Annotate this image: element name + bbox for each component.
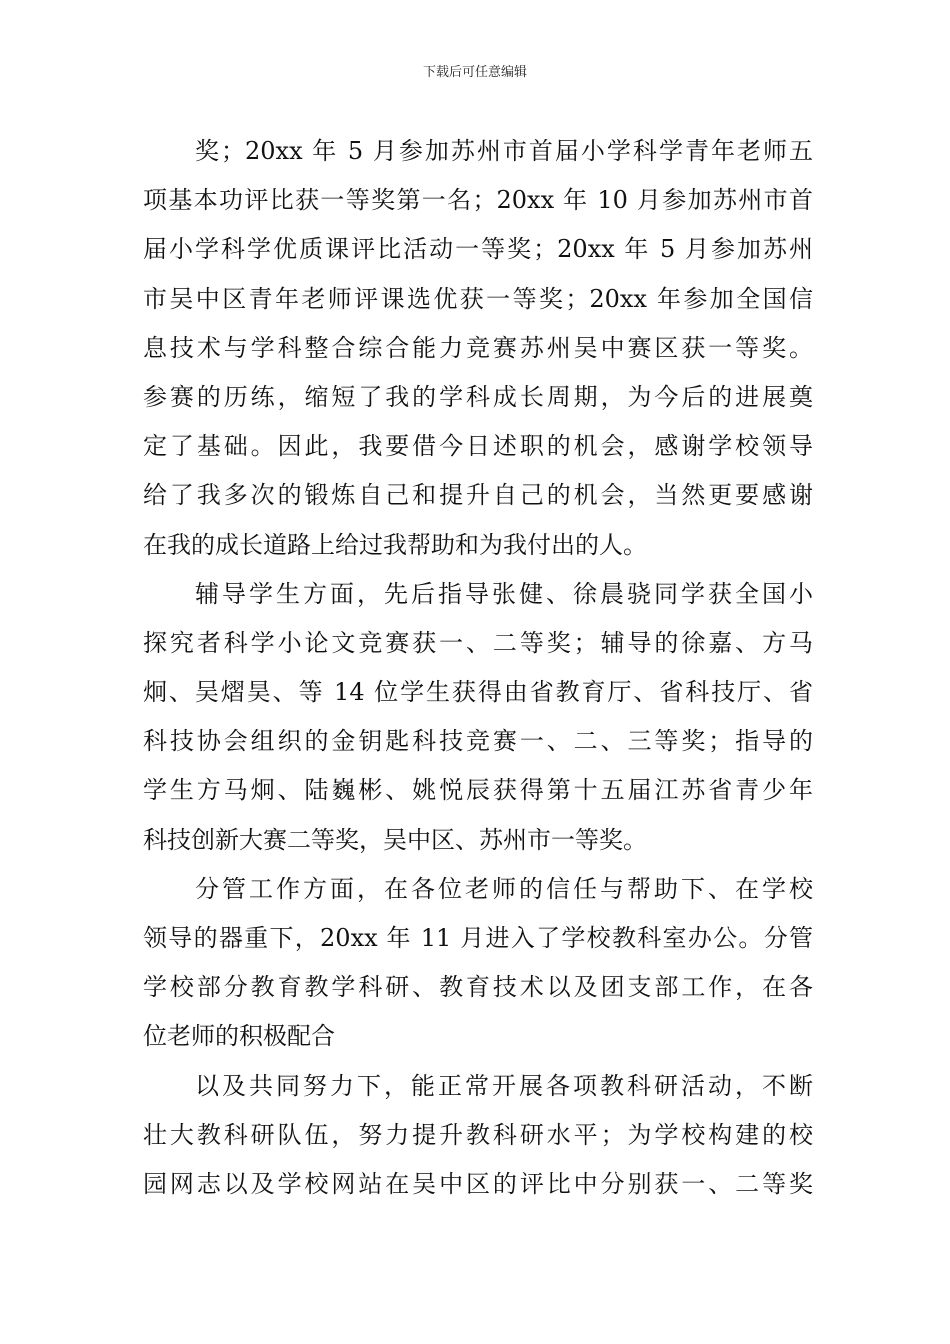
text-line: 学生方马炯、陆巍彬、姚悦辰获得第十五届江苏省青少年: [143, 776, 813, 805]
text-line: 科技创新大赛二等奖，吴中区、苏州市一等奖。: [143, 825, 647, 854]
text-line: 定了基础。因此，我要借今日述职的机会，感谢学校领导: [143, 432, 813, 461]
text-line: 奖；20xx 年 5 月参加苏州市首届小学科学青年老师五: [195, 137, 813, 165]
text-line: 在我的成长道路上给过我帮助和为我付出的人。: [143, 530, 647, 559]
text-line: 学校部分教育教学科研、教育技术以及团支部工作，在各: [143, 973, 813, 1002]
text-line: 壮大教科研队伍，努力提升教科研水平；为学校构建的校: [143, 1120, 813, 1149]
text-line: 参赛的历练，缩短了我的学科成长周期，为今后的进展奠: [143, 382, 813, 411]
text-line: 项基本功评比获一等奖第一名；20xx 年 10 月参加苏州市首: [143, 186, 813, 215]
text-line: 以及共同努力下，能正常开展各项教科研活动，不断: [195, 1071, 813, 1100]
text-line: 园网志以及学校网站在吴中区的评比中分别获一、二等奖: [143, 1169, 813, 1198]
text-line: 领导的器重下，20xx 年 11 月进入了学校教科室办公。分管: [143, 924, 813, 952]
text-line: 科技协会组织的金钥匙科技竞赛一、二、三等奖；指导的: [143, 727, 813, 756]
text-line: 位老师的积极配合: [143, 1022, 335, 1051]
text-line: 市吴中区青年老师评课选优获一等奖；20xx 年参加全国信: [143, 284, 813, 313]
text-line: 炯、吴熠昊、等 14 位学生获得由省教育厅、省科技厅、省: [143, 678, 813, 707]
text-line: 探究者科学小论文竞赛获一、二等奖；辅导的徐嘉、方马: [143, 628, 813, 657]
document-body: [143, 127, 813, 1209]
text-line: 给了我多次的锻炼自己和提升自己的机会，当然更要感谢: [143, 481, 813, 510]
page-header-note: 下载后可任意编辑: [422, 65, 527, 80]
text-line: 届小学科学优质课评比活动一等奖；20xx 年 5 月参加苏州: [143, 235, 813, 264]
text-line: 息技术与学科整合综合能力竞赛苏州吴中赛区获一等奖。: [143, 333, 813, 362]
text-line: 辅导学生方面，先后指导张健、徐晨骁同学获全国小: [195, 579, 813, 608]
text-line: 分管工作方面，在各位老师的信任与帮助下、在学校: [195, 874, 813, 903]
